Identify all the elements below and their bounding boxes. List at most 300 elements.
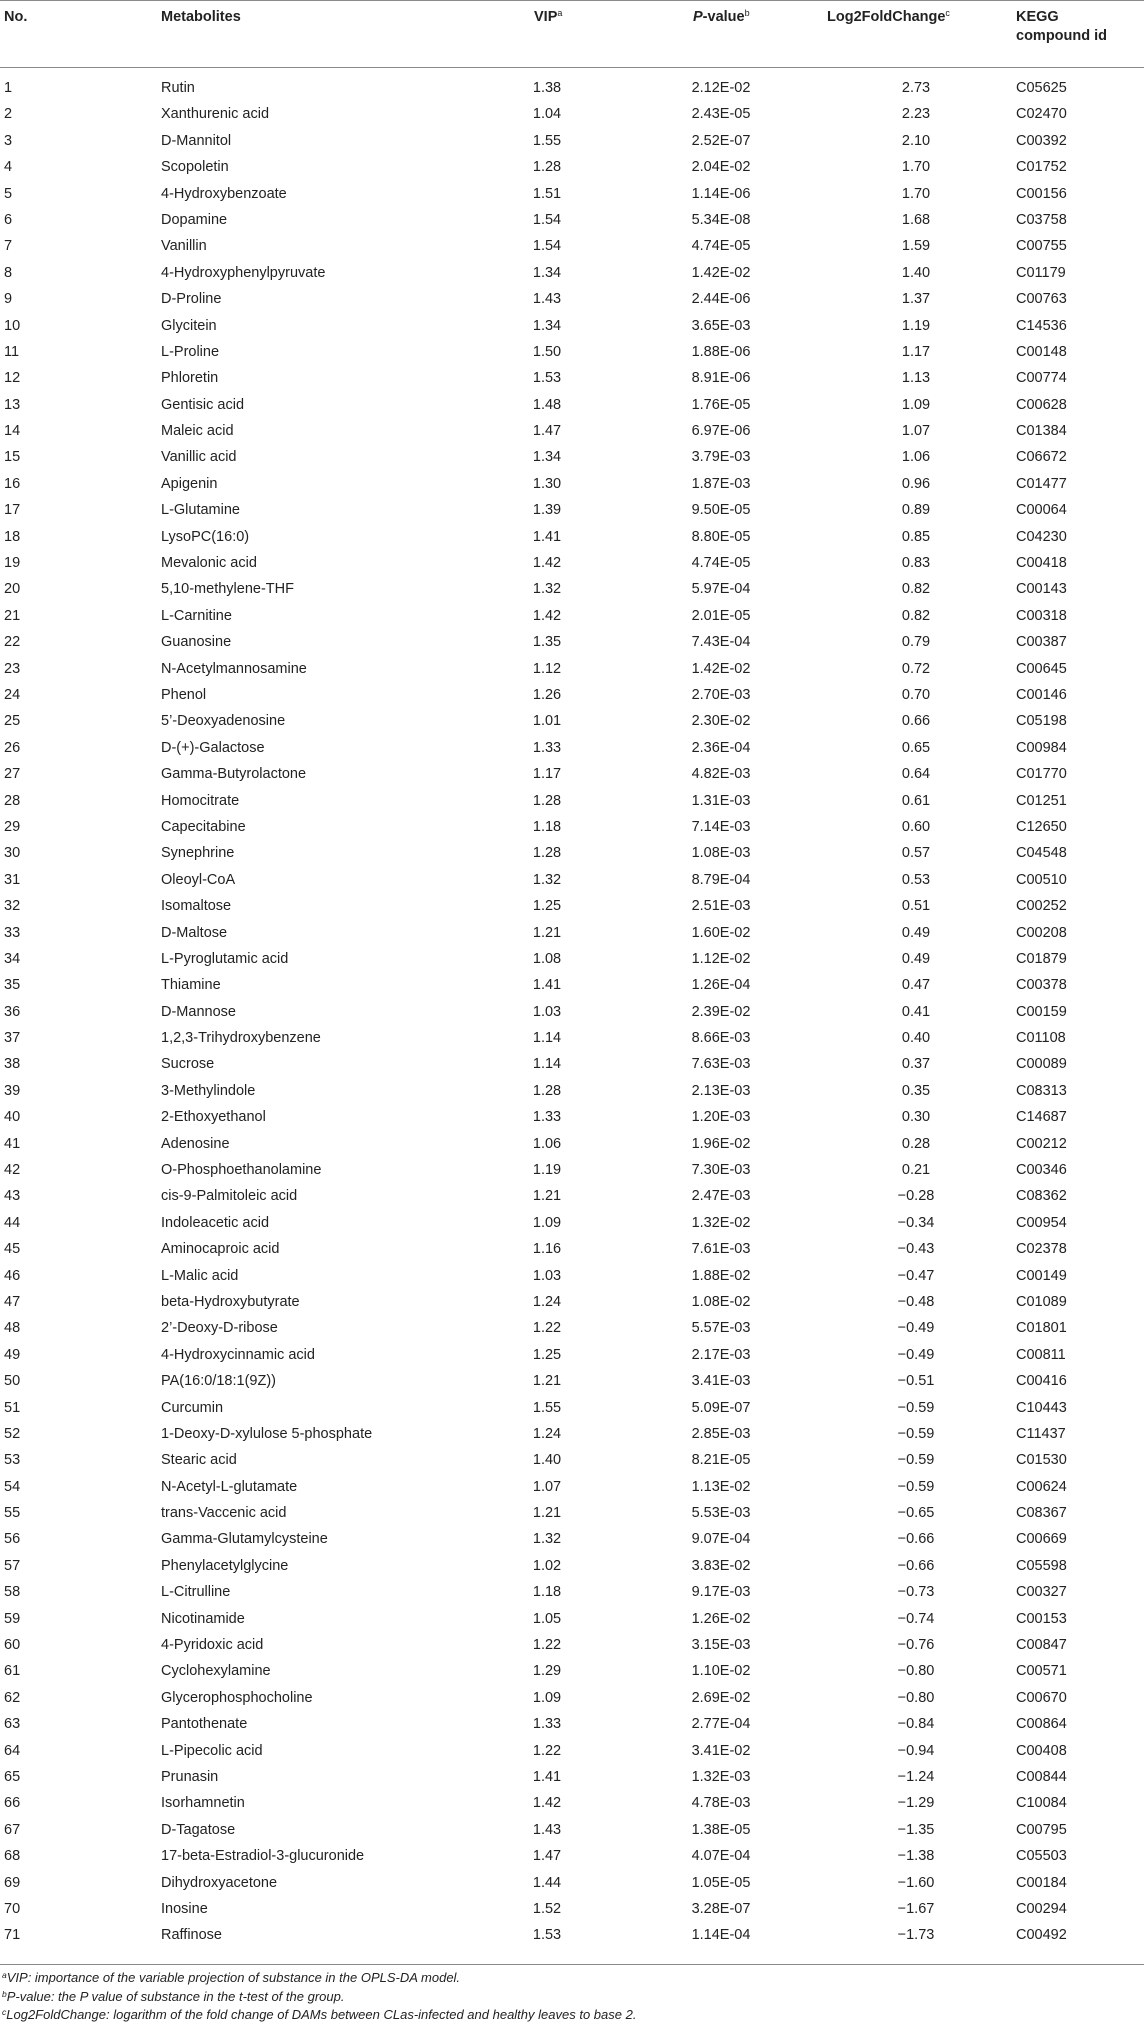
metabolite-name: 4-Hydroxyphenylpyruvate (161, 264, 326, 281)
table-row (0, 471, 1144, 497)
metabolite-name: Gamma-Butyrolactone (161, 766, 307, 783)
table-row (0, 1342, 1144, 1368)
metabolite-name: Dopamine (161, 211, 228, 228)
kegg-compound-id: C01879 (1016, 950, 1067, 967)
table-row (0, 1764, 1144, 1790)
metabolite-name: Synephrine (161, 845, 235, 862)
row-number: 40 (4, 1109, 21, 1126)
row-number: 28 (4, 792, 21, 809)
kegg-compound-id: C02470 (1016, 106, 1067, 123)
row-number: 12 (4, 370, 21, 387)
log2foldchange-value: 0.79 (901, 634, 931, 651)
kegg-compound-id: C00811 (1016, 1346, 1066, 1363)
p-value: 4.74E-05 (691, 238, 751, 255)
table-row (0, 75, 1144, 101)
vip-value: 1.53 (532, 1927, 562, 1944)
vip-value: 1.53 (532, 370, 562, 387)
table-row (0, 1553, 1144, 1579)
kegg-compound-id: C08362 (1016, 1188, 1067, 1205)
p-value: 8.66E-03 (691, 1030, 751, 1047)
kegg-compound-id: C05598 (1016, 1557, 1067, 1574)
row-number: 37 (4, 1030, 21, 1047)
vip-value: 1.12 (532, 660, 562, 677)
header-kegg-line2: compound id (1016, 28, 1108, 44)
table-row (0, 1236, 1144, 1262)
vip-value: 1.01 (532, 713, 562, 730)
table-row (0, 1922, 1144, 1948)
footnote-a: $^a$VIP: importance of the variable projection of substance in the OPLS-DA model. (2, 1970, 461, 1985)
metabolite-name: Isorhamnetin (161, 1795, 245, 1812)
row-number: 66 (4, 1795, 21, 1812)
kegg-compound-id: C01770 (1016, 766, 1067, 783)
row-number: 61 (4, 1663, 21, 1680)
vip-value: 1.18 (532, 1584, 562, 1601)
table-row (0, 867, 1144, 893)
table-row (0, 444, 1144, 470)
metabolite-name: Gentisic acid (161, 396, 245, 413)
log2foldchange-value: 0.89 (901, 502, 931, 519)
vip-value: 1.05 (532, 1610, 562, 1627)
p-value: 7.14E-03 (691, 818, 751, 835)
log2foldchange-value: 0.83 (901, 555, 931, 572)
vip-value: 1.14 (532, 1056, 562, 1073)
kegg-compound-id: C01251 (1016, 792, 1067, 809)
row-number: 14 (4, 423, 21, 440)
metabolite-name: Phenol (161, 686, 207, 703)
log2foldchange-value: 0.85 (901, 528, 931, 545)
table-row (0, 788, 1144, 814)
kegg-compound-id: C00755 (1016, 238, 1067, 255)
log2foldchange-value: −0.80 (897, 1689, 935, 1706)
log2foldchange-value: 0.82 (901, 607, 931, 624)
kegg-compound-id: C00392 (1016, 132, 1067, 149)
table-row (0, 972, 1144, 998)
metabolite-name: L-Malic acid (161, 1267, 239, 1284)
log2foldchange-value: −0.59 (897, 1425, 935, 1442)
log2foldchange-value: 0.65 (901, 739, 931, 756)
metabolite-name: Raffinose (161, 1927, 222, 1944)
kegg-compound-id: C00327 (1016, 1584, 1067, 1601)
row-number: 52 (4, 1425, 21, 1442)
row-number: 50 (4, 1373, 21, 1390)
metabolite-name: Cyclohexylamine (161, 1663, 271, 1680)
metabolite-name: Glycitein (161, 317, 217, 334)
vip-value: 1.51 (532, 185, 562, 202)
table-row (0, 524, 1144, 550)
row-number: 45 (4, 1241, 21, 1258)
metabolite-name: Isomaltose (161, 898, 232, 915)
kegg-compound-id: C00418 (1016, 555, 1067, 572)
table-bottom-rule (0, 1964, 1144, 1965)
table-row (0, 1711, 1144, 1737)
p-value: 1.31E-03 (691, 792, 751, 809)
table-row (0, 233, 1144, 259)
log2foldchange-value: 0.35 (901, 1082, 931, 1099)
row-number: 1 (4, 80, 13, 96)
p-value: 1.32E-03 (691, 1769, 751, 1785)
vip-value: 1.24 (532, 1425, 562, 1442)
log2foldchange-value: 0.66 (901, 713, 931, 730)
kegg-compound-id: C08367 (1016, 1505, 1067, 1522)
log2foldchange-value: 1.19 (901, 317, 931, 334)
table-row (0, 1500, 1144, 1526)
log2foldchange-value: 0.49 (901, 950, 931, 967)
kegg-compound-id: C14536 (1016, 317, 1067, 334)
log2foldchange-value: −0.48 (897, 1293, 935, 1310)
metabolite-name: 4-Hydroxycinnamic acid (161, 1346, 315, 1363)
kegg-compound-id: C00763 (1016, 291, 1067, 308)
metabolite-name: 2-Ethoxyethanol (161, 1109, 266, 1126)
log2foldchange-value: 0.40 (901, 1030, 931, 1047)
log2foldchange-value: −1.38 (897, 1848, 935, 1865)
vip-value: 1.43 (532, 291, 562, 308)
log2foldchange-value: −1.67 (897, 1900, 935, 1917)
vip-value: 1.22 (532, 1742, 562, 1759)
log2foldchange-value: 0.37 (901, 1056, 931, 1073)
log2foldchange-value: −1.60 (897, 1874, 935, 1891)
log2foldchange-value: 0.60 (901, 818, 931, 835)
row-number: 56 (4, 1531, 21, 1548)
log2foldchange-value: 1.17 (901, 343, 931, 360)
vip-value: 1.03 (532, 1267, 562, 1284)
kegg-compound-id: C06672 (1016, 449, 1067, 466)
metabolite-name: Oleoyl-CoA (161, 871, 236, 888)
kegg-compound-id: C00064 (1016, 502, 1067, 519)
kegg-compound-id: C00416 (1016, 1373, 1067, 1390)
metabolite-name: Vanillic acid (161, 449, 237, 466)
p-value: 1.42E-02 (691, 660, 751, 677)
log2foldchange-value: 1.06 (901, 449, 931, 466)
kegg-compound-id: C00408 (1016, 1742, 1067, 1759)
row-number: 58 (4, 1584, 21, 1601)
metabolite-name: Maleic acid (161, 423, 234, 440)
metabolite-name: 5’-Deoxyadenosine (161, 713, 286, 730)
log2foldchange-value: 0.64 (901, 766, 931, 783)
row-number: 6 (4, 211, 13, 228)
metabolite-name: Stearic acid (161, 1452, 237, 1469)
metabolite-name: Glycerophosphocholine (161, 1689, 313, 1706)
kegg-compound-id: C01477 (1016, 475, 1067, 492)
metabolite-name: L-Carnitine (161, 607, 232, 624)
p-value: 1.13E-02 (691, 1478, 751, 1495)
metabolite-name: N-Acetyl-L-glutamate (161, 1478, 298, 1495)
metabolite-name: Gamma-Glutamylcysteine (161, 1531, 328, 1548)
metabolite-name: 3-Methylindole (161, 1082, 256, 1099)
metabolite-name: Aminocaproic acid (161, 1241, 280, 1258)
log2foldchange-value: 0.70 (901, 686, 931, 703)
p-value: 1.38E-05 (691, 1821, 751, 1838)
metabolite-name: L-Pipecolic acid (161, 1742, 263, 1759)
kegg-compound-id: C00252 (1016, 898, 1067, 915)
p-value: 2.30E-02 (691, 713, 751, 730)
kegg-compound-id: C00670 (1016, 1689, 1067, 1706)
metabolite-name: Pantothenate (161, 1716, 248, 1733)
vip-value: 1.07 (532, 1478, 562, 1495)
vip-value: 1.32 (532, 1531, 562, 1548)
vip-value: 1.28 (532, 792, 562, 809)
kegg-compound-id: C00795 (1016, 1821, 1067, 1838)
vip-value: 1.33 (532, 1716, 562, 1733)
log2foldchange-value: −0.66 (897, 1557, 935, 1574)
metabolite-name: Vanillin (161, 238, 207, 255)
p-value: 2.70E-03 (691, 686, 751, 703)
vip-value: 1.28 (532, 159, 562, 176)
p-value: 2.51E-03 (691, 898, 751, 915)
kegg-compound-id: C01108 (1016, 1030, 1066, 1047)
p-value: 3.83E-02 (691, 1557, 751, 1574)
table-row (0, 1870, 1144, 1896)
p-value: 1.08E-03 (691, 845, 751, 862)
vip-value: 1.44 (532, 1874, 562, 1891)
row-number: 21 (4, 607, 21, 624)
header-metabolites: Metabolites (161, 9, 241, 25)
vip-value: 1.32 (532, 581, 562, 598)
p-value: 3.79E-03 (691, 449, 751, 466)
vip-value: 1.42 (532, 1795, 562, 1812)
kegg-compound-id: C01752 (1016, 159, 1067, 176)
log2foldchange-value: 0.96 (901, 475, 931, 492)
metabolite-name: L-Pyroglutamic acid (161, 950, 289, 967)
metabolite-name: 1,2,3-Trihydroxybenzene (161, 1030, 321, 1047)
log2foldchange-value: 0.41 (901, 1003, 931, 1020)
table-row (0, 708, 1144, 734)
p-value: 1.42E-02 (691, 264, 751, 281)
row-number: 46 (4, 1267, 21, 1284)
log2foldchange-value: 1.37 (901, 291, 931, 308)
metabolite-name: Inosine (161, 1900, 208, 1917)
p-value: 1.88E-06 (691, 343, 751, 360)
log2foldchange-value: 1.70 (901, 159, 931, 176)
log2foldchange-value: −0.59 (897, 1478, 935, 1495)
p-value: 7.61E-03 (691, 1241, 751, 1258)
kegg-compound-id: C11437 (1016, 1425, 1066, 1442)
table-row (0, 365, 1144, 391)
kegg-compound-id: C00645 (1016, 660, 1067, 677)
metabolite-name: Dihydroxyacetone (161, 1874, 278, 1891)
kegg-compound-id: C04548 (1016, 845, 1067, 862)
metabolite-name: D-Mannitol (161, 132, 232, 149)
log2foldchange-value: −0.59 (897, 1399, 935, 1416)
kegg-compound-id: C00212 (1016, 1135, 1067, 1152)
p-value: 3.41E-02 (691, 1742, 751, 1759)
log2foldchange-value: −0.73 (897, 1584, 935, 1601)
kegg-compound-id: C05625 (1016, 80, 1067, 96)
vip-value: 1.09 (532, 1689, 562, 1706)
row-number: 60 (4, 1637, 21, 1654)
kegg-compound-id: C01530 (1016, 1452, 1067, 1469)
p-value: 1.26E-02 (691, 1610, 751, 1627)
metabolite-name: Apigenin (161, 475, 218, 492)
metabolite-name: 17-beta-Estradiol-3-glucuronide (161, 1848, 365, 1865)
log2foldchange-value: −0.51 (897, 1373, 935, 1390)
row-number: 11 (4, 343, 20, 360)
kegg-compound-id: C00159 (1016, 1003, 1067, 1020)
table-row (0, 1157, 1144, 1183)
vip-value: 1.02 (532, 1557, 562, 1574)
p-value: 8.79E-04 (691, 871, 751, 888)
row-number: 57 (4, 1557, 21, 1574)
row-number: 47 (4, 1293, 21, 1310)
log2foldchange-value: 0.57 (901, 845, 931, 862)
kegg-compound-id: C00847 (1016, 1637, 1067, 1654)
header-no: No. (4, 9, 28, 25)
vip-value: 1.41 (532, 1769, 562, 1785)
row-number: 53 (4, 1452, 21, 1469)
table-row (0, 1658, 1144, 1684)
metabolite-name: 5,10-methylene-THF (161, 581, 294, 598)
row-number: 34 (4, 950, 21, 967)
kegg-compound-id: C00984 (1016, 739, 1067, 756)
kegg-compound-id: C00628 (1016, 396, 1067, 413)
metabolite-name: PA(16:0/18:1(9Z)) (161, 1373, 276, 1390)
p-value: 2.12E-02 (691, 80, 751, 96)
table-row (0, 207, 1144, 233)
log2foldchange-value: 1.70 (901, 185, 931, 202)
table-row (0, 1183, 1144, 1209)
metabolite-name: 1-Deoxy-D-xylulose 5-phosphate (161, 1425, 373, 1442)
p-value: 2.69E-02 (691, 1689, 751, 1706)
p-value: 1.14E-04 (691, 1927, 751, 1944)
table-row (0, 392, 1144, 418)
row-number: 68 (4, 1848, 21, 1865)
p-value: 9.17E-03 (691, 1584, 751, 1601)
kegg-compound-id: C14687 (1016, 1109, 1067, 1126)
row-number: 63 (4, 1716, 21, 1733)
kegg-compound-id: C01179 (1016, 264, 1066, 281)
vip-value: 1.14 (532, 1030, 562, 1047)
vip-value: 1.43 (532, 1821, 562, 1838)
vip-value: 1.09 (532, 1214, 562, 1231)
log2foldchange-value: 0.30 (901, 1109, 931, 1126)
metabolite-name: Phloretin (161, 370, 219, 387)
p-value: 1.96E-02 (691, 1135, 751, 1152)
table-row (0, 761, 1144, 787)
table-row (0, 576, 1144, 602)
p-value: 2.01E-05 (691, 607, 751, 624)
table-row (0, 1843, 1144, 1869)
vip-value: 1.34 (532, 449, 562, 466)
vip-value: 1.17 (532, 766, 562, 783)
kegg-compound-id: C00146 (1016, 686, 1067, 703)
table-row (0, 128, 1144, 154)
vip-value: 1.28 (532, 1082, 562, 1099)
kegg-compound-id: C00208 (1016, 924, 1067, 941)
vip-value: 1.06 (532, 1135, 562, 1152)
vip-value: 1.21 (532, 1505, 562, 1522)
log2foldchange-value: −0.43 (897, 1241, 935, 1258)
table-row (0, 497, 1144, 523)
kegg-compound-id: C04230 (1016, 528, 1067, 545)
metabolite-name: L-Glutamine (161, 502, 240, 519)
log2foldchange-value: −0.74 (897, 1610, 935, 1627)
table-row (0, 1447, 1144, 1473)
metabolite-name: Nicotinamide (161, 1610, 245, 1627)
vip-value: 1.19 (532, 1162, 562, 1179)
p-value: 1.12E-02 (691, 950, 751, 967)
vip-value: 1.52 (532, 1900, 562, 1917)
metabolite-name: trans-Vaccenic acid (161, 1505, 287, 1522)
metabolite-name: cis-9-Palmitoleic acid (161, 1188, 298, 1205)
kegg-compound-id: C00346 (1016, 1162, 1067, 1179)
table-row (0, 893, 1144, 919)
row-number: 38 (4, 1056, 21, 1073)
row-number: 35 (4, 977, 21, 994)
kegg-compound-id: C00318 (1016, 607, 1067, 624)
row-number: 22 (4, 634, 21, 651)
kegg-compound-id: C00184 (1016, 1874, 1067, 1891)
row-number: 23 (4, 660, 21, 677)
metabolite-name: D-Tagatose (161, 1821, 236, 1838)
header-vip-footnote-mark: a (557, 8, 563, 18)
table-row (0, 260, 1144, 286)
p-value: 1.26E-04 (691, 977, 751, 994)
log2foldchange-value: 0.28 (901, 1135, 931, 1152)
table-row (0, 1315, 1144, 1341)
header-pvalue-footnote-mark: b (744, 8, 750, 18)
header-log2fc-footnote-mark: c (945, 8, 950, 18)
vip-value: 1.42 (532, 607, 562, 624)
table-row (0, 313, 1144, 339)
metabolite-name: L-Citrulline (161, 1584, 231, 1601)
p-value: 4.78E-03 (691, 1795, 751, 1812)
table-row (0, 946, 1144, 972)
p-value: 8.21E-05 (691, 1452, 751, 1469)
metabolite-name: D-Proline (161, 291, 222, 308)
p-value: 4.74E-05 (691, 555, 751, 572)
p-value: 2.17E-03 (691, 1346, 751, 1363)
kegg-compound-id: C00156 (1016, 185, 1067, 202)
table-row (0, 286, 1144, 312)
vip-value: 1.32 (532, 871, 562, 888)
kegg-compound-id: C00844 (1016, 1769, 1067, 1785)
row-number: 13 (4, 396, 21, 413)
table-row (0, 1738, 1144, 1764)
vip-value: 1.26 (532, 686, 562, 703)
p-value: 1.76E-05 (691, 396, 751, 413)
p-value: 1.05E-05 (691, 1874, 751, 1891)
table-row (0, 1368, 1144, 1394)
metabolite-name: O-Phosphoethanolamine (161, 1162, 322, 1179)
log2foldchange-value: −0.94 (897, 1742, 935, 1759)
vip-value: 1.21 (532, 1373, 562, 1390)
metabolite-name: beta-Hydroxybutyrate (161, 1293, 300, 1310)
kegg-compound-id: C00387 (1016, 634, 1067, 651)
row-number: 44 (4, 1214, 21, 1231)
p-value: 1.60E-02 (691, 924, 751, 941)
kegg-compound-id: C00774 (1016, 370, 1067, 387)
log2foldchange-value: 1.40 (901, 264, 931, 281)
kegg-compound-id: C01089 (1016, 1293, 1067, 1310)
log2foldchange-value: −0.59 (897, 1452, 935, 1469)
vip-value: 1.24 (532, 1293, 562, 1310)
row-number: 17 (4, 502, 21, 519)
vip-value: 1.22 (532, 1320, 562, 1337)
log2foldchange-value: 0.49 (901, 924, 931, 941)
p-value: 6.97E-06 (691, 423, 751, 440)
p-value: 2.36E-04 (691, 739, 751, 756)
row-number: 8 (4, 264, 13, 281)
metabolite-name: Thiamine (161, 977, 221, 994)
row-number: 64 (4, 1742, 21, 1759)
vip-value: 1.08 (532, 950, 562, 967)
vip-value: 1.54 (532, 211, 562, 228)
p-value: 1.08E-02 (691, 1293, 751, 1310)
header-pvalue (693, 8, 750, 27)
header-log2foldchange: Log2FoldChange$^c$ (827, 8, 950, 25)
p-value: 1.20E-03 (691, 1109, 751, 1126)
p-value: 1.87E-03 (691, 475, 751, 492)
vip-value: 1.28 (532, 845, 562, 862)
